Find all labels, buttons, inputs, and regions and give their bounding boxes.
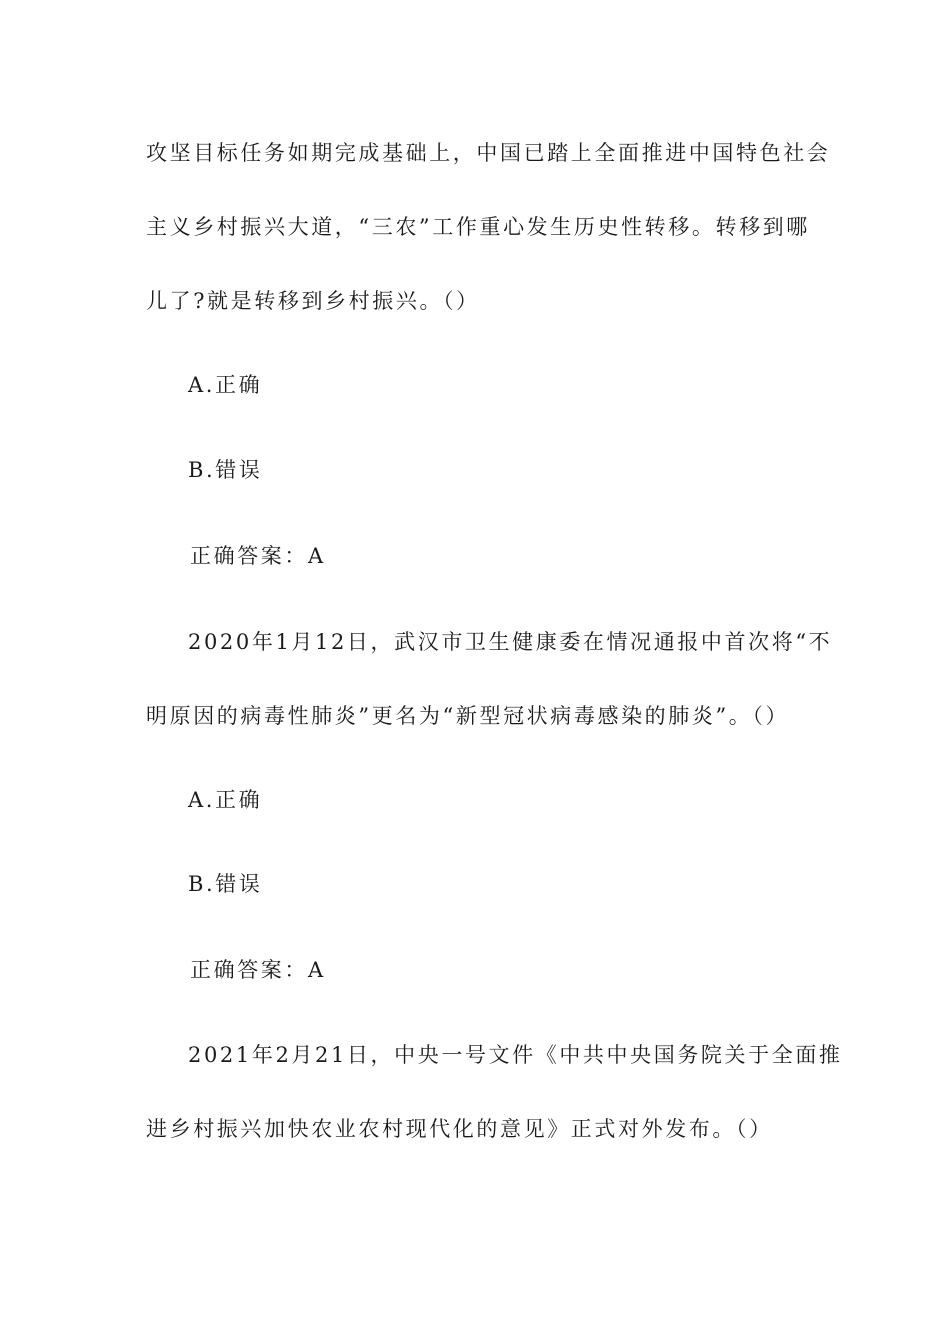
question2-option-a: A.正确 bbox=[188, 788, 263, 812]
question1-option-a: A.正确 bbox=[188, 373, 263, 397]
question1-text-line1: 攻坚目标任务如期完成基础上，中国已踏上全面推进中国特色社会 bbox=[146, 141, 831, 165]
question1-text-line2: 主义乡村振兴大道，“三农”工作重心发生历史性转移。转移到哪 bbox=[146, 215, 810, 239]
question2-answer: 正确答案：A bbox=[190, 958, 326, 982]
question3-text-line1: 2021年2月21日，中央一号文件《中共中央国务院关于全面推 bbox=[188, 1043, 843, 1067]
question2-text-line2: 明原因的病毒性肺炎”更名为“新型冠状病毒感染的肺炎”。（） bbox=[146, 704, 790, 728]
question3-text-line2: 进乡村振兴加快农业农村现代化的意见》正式对外发布。（） bbox=[146, 1117, 773, 1141]
question1-answer: 正确答案：A bbox=[190, 544, 326, 568]
question1-option-b: B.错误 bbox=[188, 458, 263, 482]
question2-option-b: B.错误 bbox=[188, 872, 263, 896]
question1-text-line3: 儿了?就是转移到乡村振兴。（） bbox=[146, 289, 480, 313]
question2-text-line1: 2020年1月12日，武汉市卫生健康委在情况通报中首次将“不 bbox=[188, 630, 833, 654]
